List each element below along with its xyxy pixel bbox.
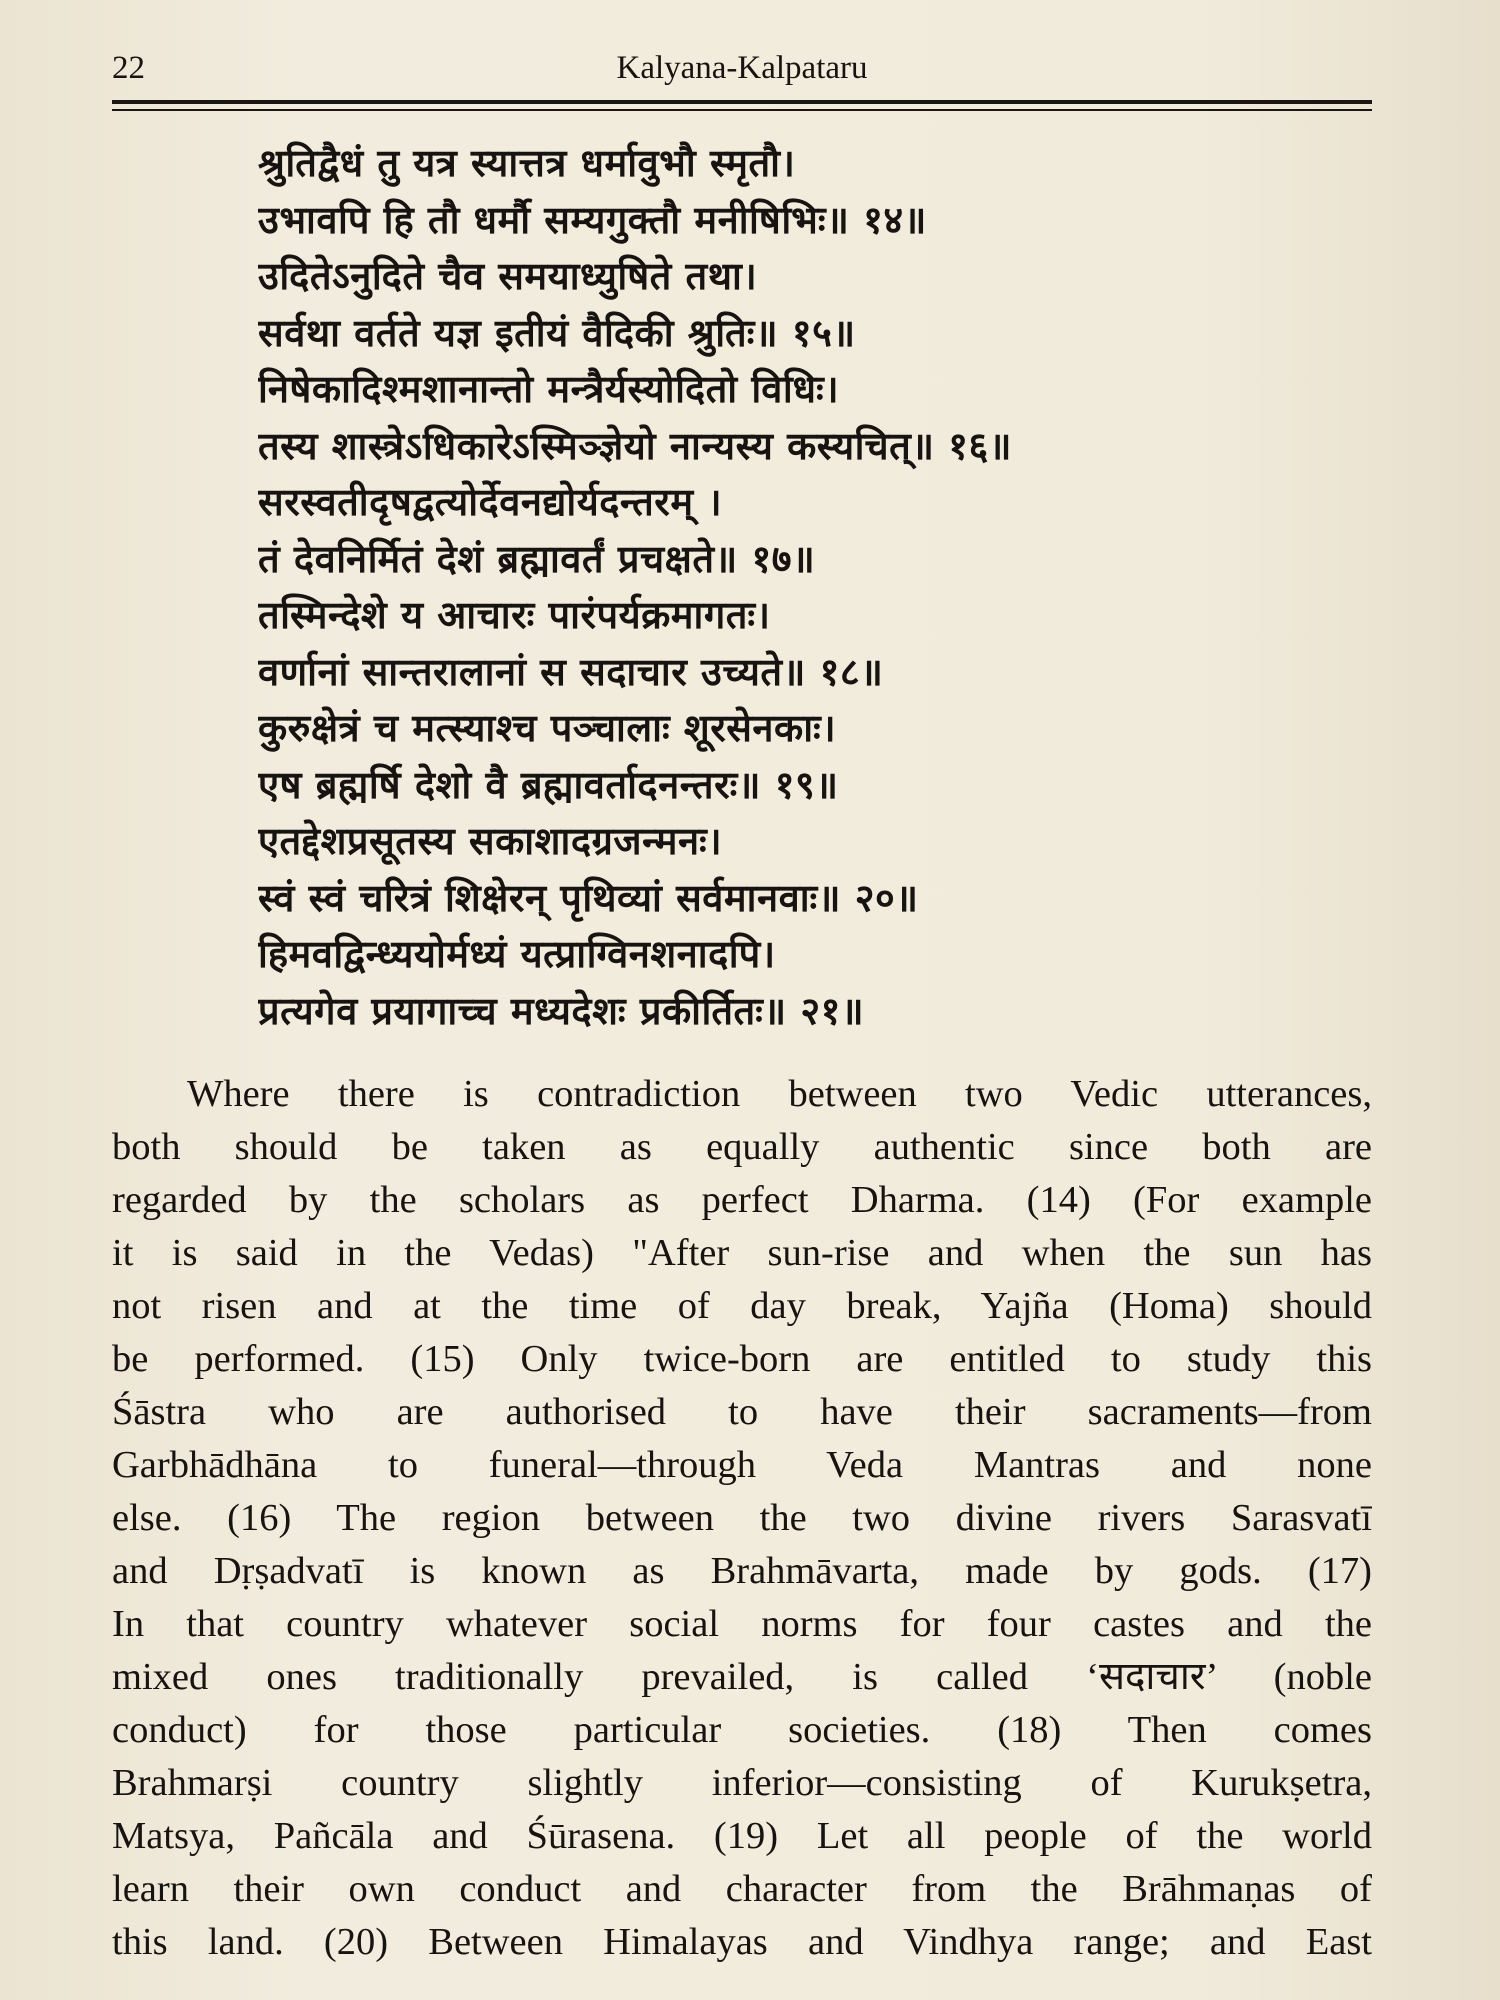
verse-line: तस्य शास्त्रेऽधिकारेऽस्मिञ्ज्ञेयो नान्यस्य कस्यचित्॥ १६॥ [258, 423, 1013, 468]
sanskrit-verses [258, 135, 1238, 1039]
verse-line: श्रुतिद्वैधं तु यत्र स्यात्तत्र धर्मावुभौ स्मृतौ। [258, 141, 796, 185]
verse-line: तं देवनिर्मितं देशं ब्रह्मावर्तं प्रचक्षते॥ १७॥ [258, 536, 816, 581]
translation-line: Śāstra who are authorised to have their sacraments—from [112, 1391, 1372, 1433]
translation-line: it is said in the Vedas) "After sun-rise and when the sun has [112, 1232, 1372, 1274]
translation-line: mixed ones traditionally prevailed, is called ‘सदाचार’ (noble [112, 1656, 1372, 1698]
translation-line: Brahmarṣi country slightly inferior—consisting of Kurukṣetra, [112, 1762, 1372, 1804]
translation-line: learn their own conduct and character from the Brāhmaṇas of [112, 1868, 1372, 1910]
verse-line: उदितेऽनुदिते चैव समयाध्युषिते तथा। [258, 254, 758, 298]
verse-line: सरस्वतीदृषद्वत्योर्देवनद्योर्यदन्तरम् । [258, 480, 723, 524]
translation-line: Where there is contradiction between two Vedic utterances, [187, 1073, 1372, 1115]
verse-line: हिमवद्विन्ध्ययोर्मध्यं यत्प्राग्विनशनादपि। [258, 932, 776, 976]
translation-line: both should be taken as equally authentic since both are [112, 1126, 1372, 1168]
translation-line: and Dṛṣadvatī is known as Brahmāvarta, made by gods. (17) [112, 1550, 1372, 1592]
page-number: 22 [112, 50, 145, 86]
verse-line: स्वं स्वं चरित्रं शिक्षेरन् पृथिव्यां सर्वमानवाः॥ २०॥ [258, 875, 919, 920]
translation-line: this land. (20) Between Himalayas and Vindhya range; and East [112, 1921, 1372, 1963]
translation-line: be performed. (15) Only twice-born are entitled to study this [112, 1338, 1372, 1380]
verse-line: प्रत्यगेव प्रयागाच्च मध्यदेशः प्रकीर्तितः॥ २१॥ [258, 988, 865, 1033]
verse-line: एष ब्रह्मर्षि देशो वै ब्रह्मावर्तादनन्तरः॥ १९॥ [258, 762, 839, 807]
english-translation [112, 1068, 1372, 1969]
verse-line: कुरुक्षेत्रं च मत्स्याश्च पञ्चालाः शूरसेनकाः। [258, 706, 837, 750]
verse-line: सर्वथा वर्तते यज्ञ इतीयं वैदिकी श्रुतिः॥ १५॥ [258, 310, 856, 355]
verse-line: निषेकादिश्मशानान्तो मन्त्रैर्यस्योदितो विधिः। [258, 367, 840, 411]
header-rule-thin [112, 109, 1372, 111]
translation-line: Matsya, Pañcāla and Śūrasena. (19) Let all people of the world [112, 1815, 1372, 1857]
translation-line: else. (16) The region between the two divine rivers Sarasvatī [112, 1497, 1372, 1539]
verse-line: उभावपि हि तौ धर्मौ सम्यगुक्तौ मनीषिभिः॥ १४॥ [258, 197, 927, 242]
verse-line: तस्मिन्देशे य आचारः पारंपर्यक्रमागतः। [258, 593, 771, 637]
translation-line: not risen and at the time of day break, Yajña (Homa) should [112, 1285, 1372, 1327]
translation-line: Garbhādhāna to funeral—through Veda Mantras and none [112, 1444, 1372, 1486]
verse-line: वर्णानां सान्तरालानां स सदाचार उच्यते॥ १८॥ [258, 649, 884, 694]
header-rule-thick [112, 100, 1372, 104]
translation-line: In that country whatever social norms for four castes and the [112, 1603, 1372, 1645]
running-title: Kalyana-Kalpataru [616, 50, 868, 86]
page-header [112, 48, 1372, 98]
translation-line: regarded by the scholars as perfect Dharma. (14) (For example [112, 1179, 1372, 1221]
verse-line: एतद्देशप्रसूतस्य सकाशादग्रजन्मनः। [258, 819, 723, 863]
translation-line: conduct) for those particular societies. (18) Then comes [112, 1709, 1372, 1751]
